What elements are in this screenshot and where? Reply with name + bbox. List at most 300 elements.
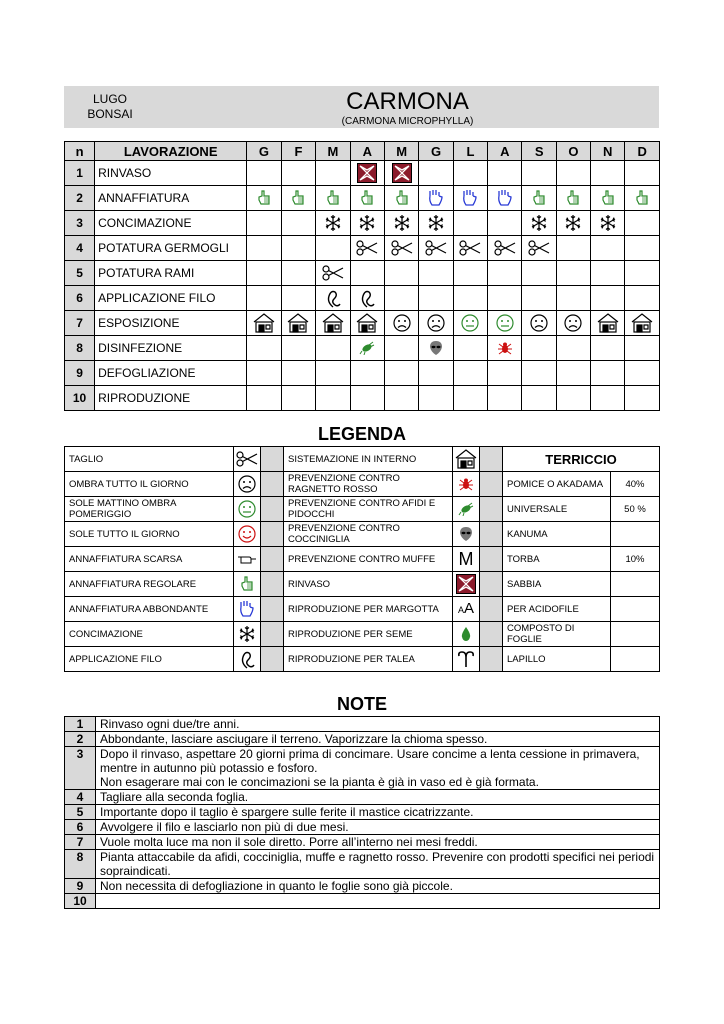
- legend-icon-cell: [234, 647, 261, 672]
- watering-regular-icon: [566, 188, 580, 208]
- month-cell: [385, 311, 419, 336]
- month-cell: [247, 161, 281, 186]
- schedule-row: [65, 386, 660, 411]
- month-cell: [247, 211, 281, 236]
- month-cell: [625, 186, 660, 211]
- scissors-icon: [528, 238, 550, 258]
- note-text: Non necessita di defogliazione in quanto le foglie sono già piccole.: [96, 879, 660, 894]
- row-number: 5: [65, 261, 95, 286]
- month-cell: [625, 361, 660, 386]
- task-label: POTATURA RAMI: [95, 261, 247, 286]
- sad-face-icon: [530, 313, 548, 333]
- notes-table: [64, 716, 660, 909]
- month-cell: [316, 161, 350, 186]
- month-cell: [522, 161, 556, 186]
- month-cell: [350, 261, 384, 286]
- month-cell: [590, 361, 624, 386]
- month-cell: [247, 386, 281, 411]
- snowflake-icon: [427, 213, 445, 233]
- legend-icon-cell: [453, 647, 480, 672]
- month-cell: [556, 261, 590, 286]
- legend-icon-cell: [453, 547, 480, 572]
- legend-gap: [480, 647, 503, 672]
- snowflake-icon: [564, 213, 582, 233]
- legend-label: SISTEMAZIONE IN INTERNO: [284, 447, 453, 472]
- month-cell: [453, 336, 487, 361]
- month-cell: [453, 386, 487, 411]
- month-cell: [625, 236, 660, 261]
- watering-regular-icon: [326, 188, 340, 208]
- note-number: 5: [65, 805, 96, 820]
- soil-percent: [611, 572, 660, 597]
- legend-icon-cell: [453, 497, 480, 522]
- month-cell: [590, 336, 624, 361]
- legend-gap: [480, 547, 503, 572]
- month-cell: [385, 286, 419, 311]
- soil-label: KANUMA: [503, 522, 611, 547]
- legend-gap: [480, 522, 503, 547]
- note-number: 6: [65, 820, 96, 835]
- note-number: 10: [65, 894, 96, 909]
- soil-percent: [611, 597, 660, 622]
- watering-regular-icon: [291, 188, 305, 208]
- note-row: [65, 820, 660, 835]
- legend-label: OMBRA TUTTO IL GIORNO: [65, 472, 234, 497]
- month-cell: [453, 311, 487, 336]
- month-header: O: [556, 142, 590, 161]
- month-cell: [385, 386, 419, 411]
- alien-icon: [429, 338, 443, 358]
- schedule-row: [65, 186, 660, 211]
- month-cell: [316, 361, 350, 386]
- month-cell: [350, 386, 384, 411]
- legend-icon-cell: [234, 547, 261, 572]
- month-cell: [522, 236, 556, 261]
- month-cell: [281, 336, 315, 361]
- note-number: 7: [65, 835, 96, 850]
- month-cell: [281, 286, 315, 311]
- aphid-icon: [359, 338, 375, 358]
- soil-label: TORBA: [503, 547, 611, 572]
- note-number: 3: [65, 747, 96, 790]
- task-label: ESPOSIZIONE: [95, 311, 247, 336]
- month-cell: [625, 261, 660, 286]
- watering-abundant-icon: [428, 188, 444, 208]
- legend-gap: [480, 572, 503, 597]
- house-icon: [630, 313, 654, 333]
- month-cell: [419, 186, 453, 211]
- legend-title: LEGENDA: [317, 424, 406, 444]
- month-cell: [247, 286, 281, 311]
- row-number: 7: [65, 311, 95, 336]
- legend-row: [65, 572, 660, 597]
- soil-label: PER ACIDOFILE: [503, 597, 611, 622]
- month-cell: [385, 261, 419, 286]
- soil-label: POMICE O AKADAMA: [503, 472, 611, 497]
- month-cell: [247, 261, 281, 286]
- snowflake-icon: [599, 213, 617, 233]
- wire-icon: [359, 288, 375, 308]
- month-cell: [556, 286, 590, 311]
- month-cell: [247, 311, 281, 336]
- month-cell: [350, 161, 384, 186]
- month-cell: [350, 336, 384, 361]
- month-cell: [316, 236, 350, 261]
- watering-abundant-icon: [462, 188, 478, 208]
- month-cell: [625, 286, 660, 311]
- month-cell: [488, 361, 522, 386]
- watering-regular-icon: [395, 188, 409, 208]
- month-cell: [385, 186, 419, 211]
- snowflake-icon: [358, 213, 376, 233]
- rinvaso-icon: [456, 574, 476, 594]
- month-cell: [419, 336, 453, 361]
- month-cell: [350, 186, 384, 211]
- legend-icon-cell: [453, 522, 480, 547]
- schedule-row: [65, 286, 660, 311]
- month-header: G: [247, 142, 281, 161]
- legend-label: TAGLIO: [65, 447, 234, 472]
- neutral-face-icon: [496, 313, 514, 333]
- month-header: N: [590, 142, 624, 161]
- sad-face-icon: [427, 313, 445, 333]
- task-label: DISINFEZIONE: [95, 336, 247, 361]
- legend-gap: [261, 522, 284, 547]
- note-number: 4: [65, 790, 96, 805]
- month-cell: [625, 311, 660, 336]
- soil-label: SABBIA: [503, 572, 611, 597]
- legend-gap: [261, 547, 284, 572]
- legend-row: [65, 597, 660, 622]
- month-cell: [488, 311, 522, 336]
- scissors-icon: [356, 238, 378, 258]
- month-cell: [281, 361, 315, 386]
- legend-icon-cell: [234, 522, 261, 547]
- schedule-table: [64, 141, 660, 411]
- legend-icon-cell: [234, 572, 261, 597]
- month-cell: [556, 211, 590, 236]
- note-row: [65, 835, 660, 850]
- month-cell: [247, 336, 281, 361]
- note-text: Vuole molta luce ma non il sole diretto. Porre all’interno nei mesi freddi.: [96, 835, 660, 850]
- watering-regular-icon: [360, 188, 374, 208]
- schedule-row: [65, 361, 660, 386]
- month-cell: [385, 336, 419, 361]
- task-label: APPLICAZIONE FILO: [95, 286, 247, 311]
- watering-regular-icon: [601, 188, 615, 208]
- rinvaso-icon: [357, 163, 377, 183]
- page-title: CARMONA: [346, 88, 469, 115]
- month-cell: [385, 361, 419, 386]
- month-cell: [488, 286, 522, 311]
- legend-label: PREVENZIONE CONTRO MUFFE: [284, 547, 453, 572]
- month-cell: [522, 386, 556, 411]
- month-cell: [453, 186, 487, 211]
- month-cell: [590, 211, 624, 236]
- note-number: 9: [65, 879, 96, 894]
- month-cell: [556, 386, 590, 411]
- legend-icon-cell: [234, 447, 261, 472]
- note-row: [65, 805, 660, 820]
- sad-face-icon: [393, 313, 411, 333]
- task-label: POTATURA GERMOGLI: [95, 236, 247, 261]
- month-cell: [625, 336, 660, 361]
- month-cell: [281, 261, 315, 286]
- legend-icon-cell: [453, 622, 480, 647]
- month-cell: [522, 186, 556, 211]
- legend-gap: [261, 447, 284, 472]
- col-task-header: LAVORAZIONE: [95, 142, 247, 161]
- month-cell: [281, 311, 315, 336]
- watering-regular-icon: [257, 188, 271, 208]
- legend-row: [65, 647, 660, 672]
- month-cell: [522, 261, 556, 286]
- house-icon: [321, 313, 345, 333]
- scissors-icon: [391, 238, 413, 258]
- month-cell: [556, 311, 590, 336]
- watering-regular-icon: [240, 574, 254, 594]
- house-icon: [454, 449, 478, 469]
- month-cell: [316, 336, 350, 361]
- seed-icon: [460, 624, 472, 644]
- month-header: L: [453, 142, 487, 161]
- legend-label: APPLICAZIONE FILO: [65, 647, 234, 672]
- row-number: 2: [65, 186, 95, 211]
- soil-percent: 10%: [611, 547, 660, 572]
- aphid-icon: [458, 499, 474, 519]
- legend-row: [65, 522, 660, 547]
- note-text: Importante dopo il taglio è spargere sulle ferite il mastice cicatrizzante.: [96, 805, 660, 820]
- month-cell: [625, 386, 660, 411]
- watering-regular-icon: [635, 188, 649, 208]
- note-number: 2: [65, 732, 96, 747]
- neutral-face-icon: [238, 499, 256, 519]
- month-cell: [488, 386, 522, 411]
- spider-icon: [458, 474, 474, 494]
- month-cell: [625, 161, 660, 186]
- month-cell: [453, 211, 487, 236]
- task-label: CONCIMAZIONE: [95, 211, 247, 236]
- neutral-face-icon: [461, 313, 479, 333]
- month-cell: [453, 161, 487, 186]
- schedule-row: [65, 211, 660, 236]
- month-cell: [590, 261, 624, 286]
- month-cell: [488, 261, 522, 286]
- snowflake-icon: [324, 213, 342, 233]
- note-text: Avvolgere il filo e lasciarlo non più di due mesi.: [96, 820, 660, 835]
- month-cell: [247, 236, 281, 261]
- month-cell: [488, 161, 522, 186]
- legend-gap: [261, 647, 284, 672]
- month-header: A: [488, 142, 522, 161]
- month-cell: [522, 361, 556, 386]
- month-cell: [281, 386, 315, 411]
- month-cell: [625, 211, 660, 236]
- note-text: Abbondante, lasciare asciugare il terreno. Vaporizzare la chioma spesso.: [96, 732, 660, 747]
- month-cell: [522, 311, 556, 336]
- mold-icon: M: [458, 548, 474, 569]
- legend-label: RIPRODUZIONE PER SEME: [284, 622, 453, 647]
- month-cell: [522, 211, 556, 236]
- watering-abundant-icon: [497, 188, 513, 208]
- month-cell: [419, 236, 453, 261]
- month-cell: [419, 361, 453, 386]
- legend-row: [65, 622, 660, 647]
- month-header: A: [350, 142, 384, 161]
- month-cell: [419, 311, 453, 336]
- wire-icon: [239, 649, 255, 669]
- month-cell: [522, 336, 556, 361]
- note-text: Pianta attaccabile da afidi, cocciniglia, muffe e ragnetto rosso. Prevenire con prodotti specifici nei periodi sopraindicati.: [96, 850, 660, 879]
- month-cell: [590, 236, 624, 261]
- note-row: [65, 747, 660, 790]
- wire-icon: [325, 288, 341, 308]
- note-number: 8: [65, 850, 96, 879]
- scissors-icon: [236, 449, 258, 469]
- legend-icon-cell: [453, 447, 480, 472]
- schedule-row: [65, 311, 660, 336]
- month-cell: [556, 186, 590, 211]
- legend-label: CONCIMAZIONE: [65, 622, 234, 647]
- month-cell: [488, 186, 522, 211]
- month-cell: [316, 311, 350, 336]
- soil-label: LAPILLO: [503, 647, 611, 672]
- month-cell: [590, 311, 624, 336]
- title-box: [156, 86, 659, 128]
- house-icon: [355, 313, 379, 333]
- task-label: ANNAFFIATURA: [95, 186, 247, 211]
- legend-label: PREVENZIONE CONTRO AFIDI E PIDOCCHI: [284, 497, 453, 522]
- soil-label: COMPOSTO DI FOGLIE: [503, 622, 611, 647]
- terriccio-title: TERRICCIO: [503, 447, 660, 472]
- month-cell: [556, 236, 590, 261]
- month-cell: [419, 161, 453, 186]
- month-cell: [453, 261, 487, 286]
- legend-label: ANNAFFIATURA REGOLARE: [65, 572, 234, 597]
- brand-line-2: BONSAI: [87, 107, 133, 121]
- note-text: Tagliare alla seconda foglia.: [96, 790, 660, 805]
- note-text: [96, 894, 660, 909]
- scissors-icon: [494, 238, 516, 258]
- month-cell: [590, 186, 624, 211]
- air-layering-icon: AA: [457, 600, 475, 617]
- soil-percent: 50 %: [611, 497, 660, 522]
- legend-gap: [480, 622, 503, 647]
- legend-icon-cell: [234, 497, 261, 522]
- smile-face-icon: [238, 524, 256, 544]
- month-cell: [247, 186, 281, 211]
- month-cell: [316, 261, 350, 286]
- legend-label: ANNAFFIATURA ABBONDANTE: [65, 597, 234, 622]
- month-cell: [419, 211, 453, 236]
- month-cell: [556, 336, 590, 361]
- watering-abundant-icon: [239, 599, 255, 619]
- note-text: Rinvaso ogni due/tre anni.: [96, 717, 660, 732]
- watering-regular-icon: [532, 188, 546, 208]
- legend-label: PREVENZIONE CONTRO RAGNETTO ROSSO: [284, 472, 453, 497]
- month-header: M: [385, 142, 419, 161]
- legend-label: RIPRODUZIONE PER TALEA: [284, 647, 453, 672]
- sad-face-icon: [238, 474, 256, 494]
- legend-icon-cell: [234, 472, 261, 497]
- brand-box: [64, 86, 156, 128]
- month-header: S: [522, 142, 556, 161]
- note-row: [65, 879, 660, 894]
- month-cell: [350, 211, 384, 236]
- month-cell: [590, 386, 624, 411]
- month-cell: [385, 211, 419, 236]
- month-cell: [350, 311, 384, 336]
- task-label: DEFOGLIAZIONE: [95, 361, 247, 386]
- legend-label: SOLE TUTTO IL GIORNO: [65, 522, 234, 547]
- legend-icon-cell: [453, 572, 480, 597]
- cutting-icon: [457, 649, 475, 669]
- legend-gap: [480, 597, 503, 622]
- legend-gap: [480, 497, 503, 522]
- page-subtitle: (CARMONA MICROPHYLLA): [341, 116, 474, 127]
- legend-gap: [480, 447, 503, 472]
- schedule-row: [65, 336, 660, 361]
- month-cell: [316, 386, 350, 411]
- month-cell: [385, 236, 419, 261]
- month-cell: [385, 161, 419, 186]
- legend-icon-cell: [234, 622, 261, 647]
- snowflake-icon: [530, 213, 548, 233]
- soil-label: UNIVERSALE: [503, 497, 611, 522]
- alien-icon: [459, 524, 473, 544]
- brand-line-1: LUGO: [92, 92, 127, 106]
- snowflake-icon: [238, 624, 256, 644]
- month-cell: [247, 361, 281, 386]
- schedule-row: [65, 161, 660, 186]
- soil-percent: [611, 522, 660, 547]
- note-row: [65, 732, 660, 747]
- month-cell: [316, 286, 350, 311]
- note-row: [65, 790, 660, 805]
- month-header: M: [316, 142, 350, 161]
- month-cell: [281, 186, 315, 211]
- note-row: [65, 894, 660, 909]
- row-number: 6: [65, 286, 95, 311]
- soil-percent: [611, 647, 660, 672]
- legend-gap: [261, 622, 284, 647]
- sad-face-icon: [564, 313, 582, 333]
- month-cell: [350, 286, 384, 311]
- legend-gap: [261, 597, 284, 622]
- month-cell: [453, 236, 487, 261]
- month-header: F: [281, 142, 315, 161]
- legend-icon-cell: [234, 597, 261, 622]
- month-cell: [281, 236, 315, 261]
- legend-gap: [261, 572, 284, 597]
- legend-row: [65, 547, 660, 572]
- month-cell: [488, 336, 522, 361]
- schedule-row: [65, 236, 660, 261]
- task-label: RIPRODUZIONE: [95, 386, 247, 411]
- month-cell: [556, 161, 590, 186]
- house-icon: [596, 313, 620, 333]
- month-cell: [453, 286, 487, 311]
- soil-percent: 40%: [611, 472, 660, 497]
- month-cell: [419, 386, 453, 411]
- month-cell: [453, 361, 487, 386]
- note-text: Dopo il rinvaso, aspettare 20 giorni prima di concimare. Usare concime a lenta cessione in primavera, mentre in autunno più potassio e fosforo. Non esagerare mai con le concimazioni se la pianta è già in vaso ed è già formata.: [96, 747, 660, 790]
- month-cell: [590, 161, 624, 186]
- col-n-header: n: [65, 142, 95, 161]
- scissors-icon: [425, 238, 447, 258]
- month-cell: [316, 186, 350, 211]
- month-cell: [488, 236, 522, 261]
